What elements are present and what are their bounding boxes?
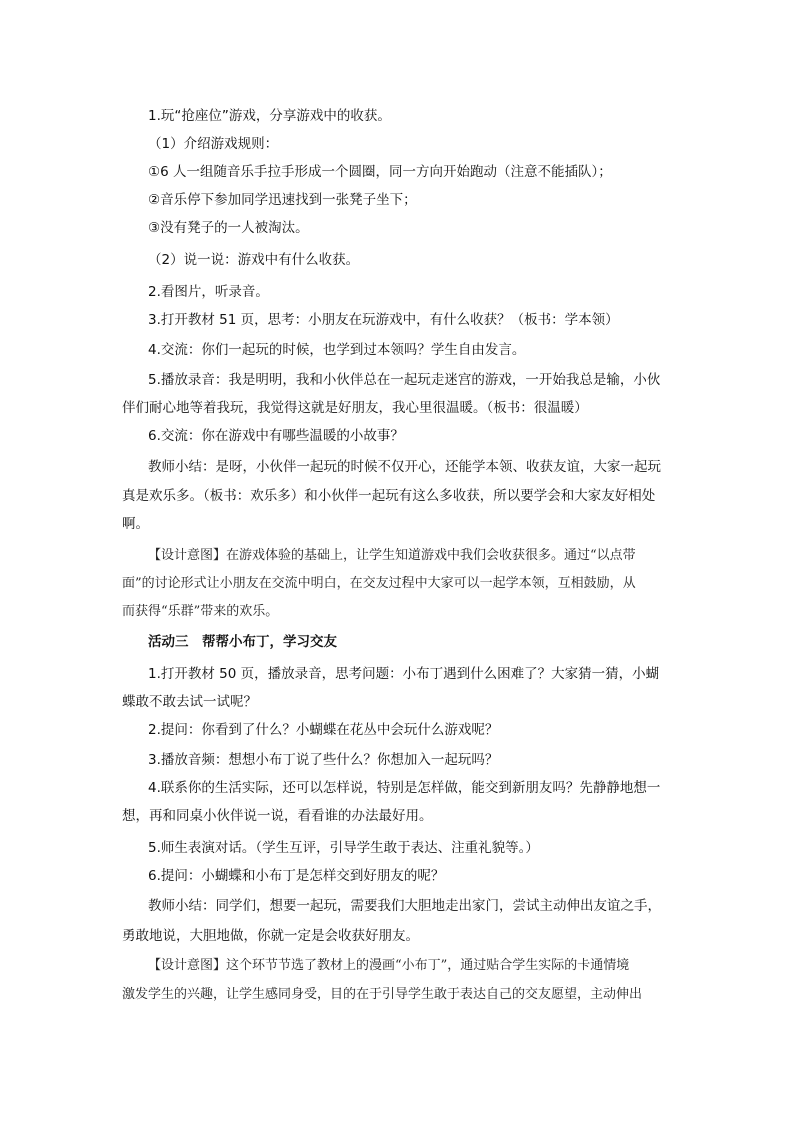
text-line: （2）说一说：游戏中有什么收获。 <box>148 252 360 268</box>
design-intent-line: 【设计意图】这个环节节选了教材上的漫画“小布丁”，通过贴合学生实际的卡通情境 <box>148 958 630 973</box>
text-line: 3.播放音频：想想小布丁说了些什么？你想加入一起玩吗？ <box>148 752 499 768</box>
text-line: 蝶敢不敢去试一试呢？ <box>122 694 257 710</box>
text-line: 5.师生表演对话。（学生互评，引导学生敢于表达、注重礼貌等。） <box>148 840 539 856</box>
text-line: 1.玩“抢座位”游戏，分享游戏中的收获。 <box>148 108 391 124</box>
text-line: 2.提问：你看到了什么？小蝴蝶在花丛中会玩什么游戏呢？ <box>148 722 499 738</box>
text-line: 教师小结：同学们，想要一起玩，需要我们大胆地走出家门，尝试主动伸出友谊之手， <box>148 898 661 914</box>
design-intent-line: 【设计意图】在游戏体验的基础上，让学生知道游戏中我们会收获很多。通过“以点带 <box>148 548 636 563</box>
text-line: ②音乐停下参加同学迅速找到一张凳子坐下； <box>148 192 417 208</box>
text-line: 啊。 <box>122 516 149 532</box>
text-line: ①6 人一组随音乐手拉手形成一个圆圈，同一方向开始跑动（注意不能插队）； <box>148 164 612 180</box>
text-line: 3.打开教材 51 页，思考：小朋友在玩游戏中，有什么收获？（板书：学本领） <box>148 312 619 328</box>
text-line: 1.打开教材 50 页，播放录音，思考问题：小布丁遇到什么困难了？大家猜一猜，小蝴 <box>148 666 660 682</box>
design-intent-line: 激发学生的兴趣，让学生感同身受，目的在于引导学生敢于表达自己的交友愿望，主动伸出 <box>122 987 643 1002</box>
text-line: 6.交流：你在游戏中有哪些温暖的小故事？ <box>148 428 404 444</box>
design-intent-line: 面”的讨论形式让小朋友在交流中明白，在交友过程中大家可以一起学本领，互相鼓励，从 <box>122 576 636 591</box>
text-line: 5.播放录音：我是明明，我和小伙伴总在一起玩走迷宫的游戏，一开始我总是输，小伙 <box>148 372 661 388</box>
text-line: 伴们耐心地等着我玩，我觉得这就是好朋友，我心里很温暖。（板书：很温暖） <box>122 400 588 416</box>
text-line: （1）介绍游戏规则： <box>148 136 279 152</box>
text-line: 教师小结：是呀，小伙伴一起玩的时候不仅开心，还能学本领、收获友谊，大家一起玩 <box>148 459 661 475</box>
text-line: 6.提问：小蝴蝶和小布丁是怎样交到好朋友的呢？ <box>148 868 445 884</box>
design-intent-line: 而获得“乐群”带来的欢乐。 <box>122 604 279 619</box>
section-heading: 活动三 帮帮小布丁，学习交友 <box>148 634 337 650</box>
text-line: 勇敢地说，大胆地做，你就一定是会收获好朋友。 <box>122 928 419 944</box>
text-line: ③没有凳子的一人被淘汰。 <box>148 220 309 236</box>
text-line: 真是欢乐多。（板书：欢乐多）和小伙伴一起玩有这么多收获，所以要学会和大家友好相处 <box>122 488 656 504</box>
text-line: 4.联系你的生活实际，还可以怎样说，特别是怎样做，能交到新朋友吗？先静静地想一 <box>148 780 661 796</box>
text-line: 2.看图片，听录音。 <box>148 284 269 300</box>
text-line: 想，再和同桌小伙伴说一说，看看谁的办法最好用。 <box>122 808 433 824</box>
text-line: 4.交流：你们一起玩的时候，也学到过本领吗？学生自由发言。 <box>148 342 526 358</box>
